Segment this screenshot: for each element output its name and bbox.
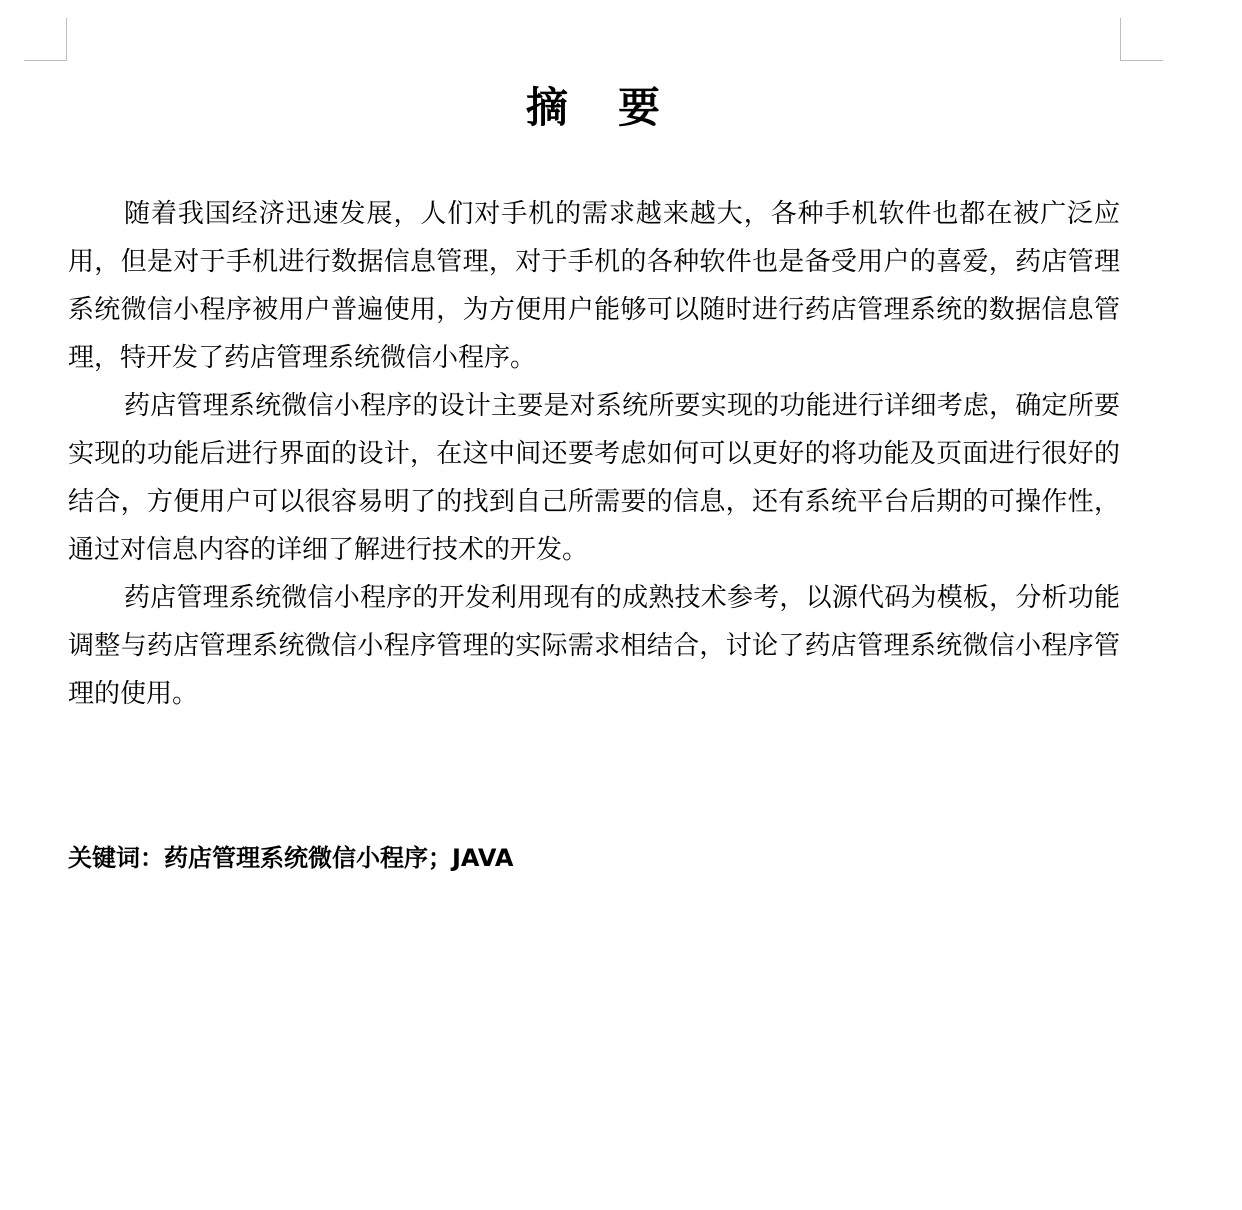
abstract-body <box>68 190 1120 718</box>
abstract-paragraph-1: 随着我国经济迅速发展，人们对手机的需求越来越大，各种手机软件也都在被广泛应用，但是对于手机进行数据信息管理，对于手机的各种软件也是备受用户的喜爱，药店管理系统微信小程序被用户普遍使用，为方便用户能够可以随时进行药店管理系统的数据信息管理，特开发了药店管理系统微信小程序。 <box>68 199 1120 373</box>
abstract-title-char-1: 摘 <box>525 83 568 132</box>
abstract-title <box>0 80 1186 136</box>
abstract-title-char-2: 要 <box>618 83 661 132</box>
page-corner-mark-top-right <box>1120 18 1163 61</box>
page-corner-mark-top-left <box>24 18 67 61</box>
keywords-value: 药店管理系统微信小程序；JAVA <box>164 844 514 872</box>
abstract-paragraph-3: 药店管理系统微信小程序的开发利用现有的成熟技术参考，以源代码为模板，分析功能调整与药店管理系统微信小程序管理的实际需求相结合，讨论了药店管理系统微信小程序管理的使用。 <box>68 583 1120 709</box>
abstract-paragraph-2: 药店管理系统微信小程序的设计主要是对系统所要实现的功能进行详细考虑，确定所要实现的功能后进行界面的设计，在这中间还要考虑如何可以更好的将功能及页面进行很好的结合，方便用户可以很容易明了的找到自己所需要的信息，还有系统平台后期的可操作性，通过对信息内容的详细了解进行技术的开发。 <box>68 391 1120 565</box>
keywords-label: 关键词： <box>68 844 164 872</box>
keywords-line <box>68 838 1120 878</box>
